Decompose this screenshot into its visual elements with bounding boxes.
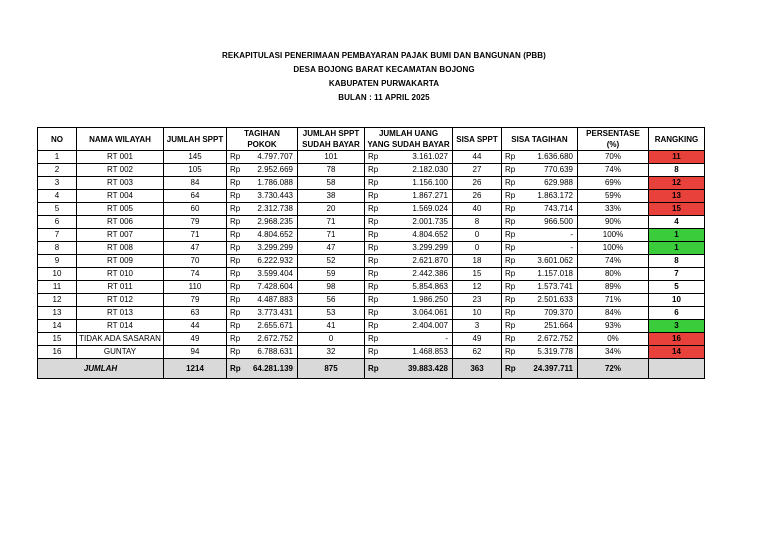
row-uang-sudah-bayar: 1.156.100 — [386, 177, 453, 190]
row-rangking: 8 — [649, 164, 705, 177]
total-uang-sudah-bayar: 39.883.428 — [386, 359, 453, 379]
row-persentase: 33% — [578, 203, 649, 216]
currency-label: Rp — [227, 216, 247, 229]
row-jumlah-sppt: 49 — [164, 333, 227, 346]
row-sppt-sudah-bayar: 38 — [298, 190, 365, 203]
row-sisa-sppt: 23 — [453, 294, 502, 307]
currency-label: Rp — [227, 307, 247, 320]
row-jumlah-sppt: 64 — [164, 190, 227, 203]
row-sisa-tagihan: 1.573.741 — [523, 281, 578, 294]
row-sisa-tagihan: 966.500 — [523, 216, 578, 229]
row-rangking: 6 — [649, 307, 705, 320]
row-sisa-tagihan: 5.319.778 — [523, 346, 578, 359]
currency-label: Rp — [365, 164, 386, 177]
row-nama-wilayah: RT 009 — [77, 255, 164, 268]
currency-label: Rp — [227, 333, 247, 346]
row-nama-wilayah: RT 013 — [77, 307, 164, 320]
row-tagihan-pokok: 4.804.652 — [247, 229, 298, 242]
row-sisa-tagihan: 629.988 — [523, 177, 578, 190]
currency-label: Rp — [365, 190, 386, 203]
table-row — [38, 281, 705, 294]
row-sisa-sppt: 27 — [453, 164, 502, 177]
row-persentase: 0% — [578, 333, 649, 346]
row-uang-sudah-bayar: - — [386, 333, 453, 346]
currency-label: Rp — [227, 177, 247, 190]
row-jumlah-sppt: 47 — [164, 242, 227, 255]
row-sisa-sppt: 62 — [453, 346, 502, 359]
row-persentase: 89% — [578, 281, 649, 294]
row-persentase: 74% — [578, 164, 649, 177]
currency-label: Rp — [365, 177, 386, 190]
row-no: 12 — [38, 294, 77, 307]
row-rangking: 1 — [649, 229, 705, 242]
total-row — [38, 359, 705, 379]
row-tagihan-pokok: 2.968.235 — [247, 216, 298, 229]
table-row — [38, 307, 705, 320]
row-rangking: 5 — [649, 281, 705, 294]
col-uang-sudah-bayar: JUMLAH UANG YANG SUDAH BAYAR — [365, 128, 453, 151]
row-sppt-sudah-bayar: 41 — [298, 320, 365, 333]
currency-label: Rp — [365, 203, 386, 216]
row-rangking: 7 — [649, 268, 705, 281]
row-sisa-sppt: 26 — [453, 190, 502, 203]
row-no: 5 — [38, 203, 77, 216]
row-nama-wilayah: RT 005 — [77, 203, 164, 216]
col-no: NO — [38, 128, 77, 151]
row-tagihan-pokok: 2.672.752 — [247, 333, 298, 346]
row-rangking: 12 — [649, 177, 705, 190]
currency-label: Rp — [227, 281, 247, 294]
row-persentase: 59% — [578, 190, 649, 203]
currency-label: Rp — [502, 151, 523, 164]
row-sppt-sudah-bayar: 56 — [298, 294, 365, 307]
table-row — [38, 229, 705, 242]
row-sisa-tagihan: 1.157.018 — [523, 268, 578, 281]
currency-label: Rp — [227, 190, 247, 203]
report-title: REKAPITULASI PENERIMAAN PEMBAYARAN PAJAK BUMI DAN BANGUNAN (PBB) — [222, 51, 546, 60]
table-row — [38, 190, 705, 203]
report-title-block — [0, 49, 768, 105]
row-sisa-sppt: 18 — [453, 255, 502, 268]
row-rangking: 10 — [649, 294, 705, 307]
row-uang-sudah-bayar: 2.442.386 — [386, 268, 453, 281]
currency-label: Rp — [502, 333, 523, 346]
row-jumlah-sppt: 71 — [164, 229, 227, 242]
currency-label: Rp — [227, 203, 247, 216]
row-sisa-sppt: 3 — [453, 320, 502, 333]
row-uang-sudah-bayar: 1.468.853 — [386, 346, 453, 359]
row-rangking: 11 — [649, 151, 705, 164]
report-month: BULAN : 11 APRIL 2025 — [338, 93, 430, 102]
table-row — [38, 177, 705, 190]
row-tagihan-pokok: 6.788.631 — [247, 346, 298, 359]
row-jumlah-sppt: 94 — [164, 346, 227, 359]
row-uang-sudah-bayar: 4.804.652 — [386, 229, 453, 242]
row-rangking: 14 — [649, 346, 705, 359]
currency-label: Rp — [502, 203, 523, 216]
row-sisa-tagihan: 3.601.062 — [523, 255, 578, 268]
row-rangking: 1 — [649, 242, 705, 255]
row-sisa-sppt: 0 — [453, 229, 502, 242]
row-sisa-sppt: 26 — [453, 177, 502, 190]
row-tagihan-pokok: 1.786.088 — [247, 177, 298, 190]
row-persentase: 84% — [578, 307, 649, 320]
row-persentase: 80% — [578, 268, 649, 281]
row-uang-sudah-bayar: 2.001.735 — [386, 216, 453, 229]
currency-label: Rp — [365, 359, 386, 379]
row-nama-wilayah: RT 004 — [77, 190, 164, 203]
pbb-recap-table — [37, 127, 705, 379]
row-no: 2 — [38, 164, 77, 177]
row-sisa-tagihan: 2.501.633 — [523, 294, 578, 307]
currency-label: Rp — [502, 164, 523, 177]
currency-label: Rp — [502, 346, 523, 359]
row-sisa-tagihan: 770.639 — [523, 164, 578, 177]
row-jumlah-sppt: 84 — [164, 177, 227, 190]
row-no: 16 — [38, 346, 77, 359]
currency-label: Rp — [502, 242, 523, 255]
row-sisa-sppt: 15 — [453, 268, 502, 281]
row-jumlah-sppt: 105 — [164, 164, 227, 177]
currency-label: Rp — [227, 320, 247, 333]
col-sisa-tagihan: SISA TAGIHAN — [502, 128, 578, 151]
currency-label: Rp — [502, 177, 523, 190]
currency-label: Rp — [365, 307, 386, 320]
row-sisa-tagihan: 251.664 — [523, 320, 578, 333]
col-tagihan-pokok: TAGIHAN POKOK — [227, 128, 298, 151]
row-nama-wilayah: RT 014 — [77, 320, 164, 333]
row-rangking: 15 — [649, 203, 705, 216]
row-persentase: 90% — [578, 216, 649, 229]
row-sisa-sppt: 12 — [453, 281, 502, 294]
currency-label: Rp — [365, 242, 386, 255]
row-sppt-sudah-bayar: 0 — [298, 333, 365, 346]
currency-label: Rp — [227, 255, 247, 268]
row-uang-sudah-bayar: 3.161.027 — [386, 151, 453, 164]
col-rangking: RANGKING — [649, 128, 705, 151]
row-persentase: 100% — [578, 229, 649, 242]
row-nama-wilayah: RT 011 — [77, 281, 164, 294]
row-nama-wilayah: RT 008 — [77, 242, 164, 255]
row-tagihan-pokok: 6.222.932 — [247, 255, 298, 268]
table-row — [38, 203, 705, 216]
row-rangking: 16 — [649, 333, 705, 346]
row-sppt-sudah-bayar: 59 — [298, 268, 365, 281]
row-sisa-tagihan: 1.863.172 — [523, 190, 578, 203]
col-nama-wilayah: NAMA WILAYAH — [77, 128, 164, 151]
row-uang-sudah-bayar: 1.986.250 — [386, 294, 453, 307]
report-regency: KABUPATEN PURWAKARTA — [328, 79, 440, 88]
row-sisa-sppt: 8 — [453, 216, 502, 229]
currency-label: Rp — [227, 242, 247, 255]
row-jumlah-sppt: 63 — [164, 307, 227, 320]
row-uang-sudah-bayar: 2.621.870 — [386, 255, 453, 268]
row-nama-wilayah: TIDAK ADA SASARAN — [77, 333, 164, 346]
currency-label: Rp — [227, 346, 247, 359]
row-sisa-tagihan: 743.714 — [523, 203, 578, 216]
row-no: 6 — [38, 216, 77, 229]
row-no: 14 — [38, 320, 77, 333]
row-sppt-sudah-bayar: 101 — [298, 151, 365, 164]
row-nama-wilayah: RT 002 — [77, 164, 164, 177]
currency-label: Rp — [365, 255, 386, 268]
total-tagihan-pokok: 64.281.139 — [247, 359, 298, 379]
row-no: 10 — [38, 268, 77, 281]
currency-label: Rp — [502, 255, 523, 268]
table-row — [38, 242, 705, 255]
row-uang-sudah-bayar: 3.299.299 — [386, 242, 453, 255]
row-no: 7 — [38, 229, 77, 242]
table-row — [38, 164, 705, 177]
row-tagihan-pokok: 2.312.738 — [247, 203, 298, 216]
col-jumlah-sppt: JUMLAH SPPT — [164, 128, 227, 151]
row-nama-wilayah: RT 006 — [77, 216, 164, 229]
row-sppt-sudah-bayar: 58 — [298, 177, 365, 190]
row-persentase: 70% — [578, 151, 649, 164]
row-nama-wilayah: RT 012 — [77, 294, 164, 307]
total-persentase: 72% — [578, 359, 649, 379]
currency-label: Rp — [502, 320, 523, 333]
row-persentase: 34% — [578, 346, 649, 359]
row-nama-wilayah: RT 007 — [77, 229, 164, 242]
row-sisa-tagihan: 1.636.680 — [523, 151, 578, 164]
table-row — [38, 320, 705, 333]
row-rangking: 8 — [649, 255, 705, 268]
row-nama-wilayah: RT 001 — [77, 151, 164, 164]
table-row — [38, 151, 705, 164]
row-persentase: 71% — [578, 294, 649, 307]
row-sisa-sppt: 0 — [453, 242, 502, 255]
row-jumlah-sppt: 110 — [164, 281, 227, 294]
table-row — [38, 255, 705, 268]
currency-label: Rp — [365, 229, 386, 242]
total-sisa-tagihan: 24.397.711 — [523, 359, 578, 379]
table-row — [38, 268, 705, 281]
row-tagihan-pokok: 3.730.443 — [247, 190, 298, 203]
row-tagihan-pokok: 4.487.883 — [247, 294, 298, 307]
row-nama-wilayah: RT 010 — [77, 268, 164, 281]
row-jumlah-sppt: 60 — [164, 203, 227, 216]
currency-label: Rp — [365, 294, 386, 307]
row-rangking: 13 — [649, 190, 705, 203]
currency-label: Rp — [227, 294, 247, 307]
currency-label: Rp — [227, 164, 247, 177]
row-uang-sudah-bayar: 3.064.061 — [386, 307, 453, 320]
currency-label: Rp — [227, 359, 247, 379]
row-no: 13 — [38, 307, 77, 320]
currency-label: Rp — [365, 346, 386, 359]
row-sisa-tagihan: 2.672.752 — [523, 333, 578, 346]
total-sppt-sudah-bayar: 875 — [298, 359, 365, 379]
row-persentase: 74% — [578, 255, 649, 268]
row-tagihan-pokok: 3.299.299 — [247, 242, 298, 255]
currency-label: Rp — [502, 216, 523, 229]
row-no: 8 — [38, 242, 77, 255]
currency-label: Rp — [502, 229, 523, 242]
row-uang-sudah-bayar: 1.569.024 — [386, 203, 453, 216]
row-uang-sudah-bayar: 1.867.271 — [386, 190, 453, 203]
row-sisa-sppt: 44 — [453, 151, 502, 164]
row-rangking: 4 — [649, 216, 705, 229]
row-jumlah-sppt: 44 — [164, 320, 227, 333]
row-jumlah-sppt: 145 — [164, 151, 227, 164]
row-no: 15 — [38, 333, 77, 346]
table-row — [38, 333, 705, 346]
row-jumlah-sppt: 70 — [164, 255, 227, 268]
row-persentase: 100% — [578, 242, 649, 255]
currency-label: Rp — [365, 268, 386, 281]
row-rangking: 3 — [649, 320, 705, 333]
row-sisa-sppt: 10 — [453, 307, 502, 320]
row-sisa-tagihan: 709.370 — [523, 307, 578, 320]
row-uang-sudah-bayar: 5.854.863 — [386, 281, 453, 294]
row-sppt-sudah-bayar: 71 — [298, 229, 365, 242]
col-persentase: PERSENTASE (%) — [578, 128, 649, 151]
row-sppt-sudah-bayar: 52 — [298, 255, 365, 268]
currency-label: Rp — [227, 229, 247, 242]
currency-label: Rp — [502, 268, 523, 281]
currency-label: Rp — [365, 320, 386, 333]
row-sisa-sppt: 49 — [453, 333, 502, 346]
table-row — [38, 294, 705, 307]
total-sisa-sppt: 363 — [453, 359, 502, 379]
row-tagihan-pokok: 3.773.431 — [247, 307, 298, 320]
table-row — [38, 346, 705, 359]
total-label: JUMLAH — [38, 359, 164, 379]
row-no: 1 — [38, 151, 77, 164]
row-no: 9 — [38, 255, 77, 268]
row-sisa-sppt: 40 — [453, 203, 502, 216]
row-jumlah-sppt: 74 — [164, 268, 227, 281]
currency-label: Rp — [502, 281, 523, 294]
table-header-row — [38, 128, 705, 151]
row-sisa-tagihan: - — [523, 242, 578, 255]
row-persentase: 69% — [578, 177, 649, 190]
table-row — [38, 216, 705, 229]
total-rangking — [649, 359, 705, 379]
row-no: 11 — [38, 281, 77, 294]
row-jumlah-sppt: 79 — [164, 294, 227, 307]
row-sppt-sudah-bayar: 53 — [298, 307, 365, 320]
currency-label: Rp — [502, 190, 523, 203]
currency-label: Rp — [227, 151, 247, 164]
table-body — [38, 151, 705, 359]
total-jumlah-sppt: 1214 — [164, 359, 227, 379]
col-sppt-sudah-bayar: JUMLAH SPPT SUDAH BAYAR — [298, 128, 365, 151]
row-uang-sudah-bayar: 2.404.007 — [386, 320, 453, 333]
row-tagihan-pokok: 4.797.707 — [247, 151, 298, 164]
row-no: 4 — [38, 190, 77, 203]
currency-label: Rp — [227, 268, 247, 281]
currency-label: Rp — [365, 333, 386, 346]
currency-label: Rp — [502, 359, 523, 379]
row-sppt-sudah-bayar: 98 — [298, 281, 365, 294]
row-nama-wilayah: RT 003 — [77, 177, 164, 190]
report-village: DESA BOJONG BARAT KECAMATAN BOJONG — [293, 65, 475, 74]
row-sisa-tagihan: - — [523, 229, 578, 242]
row-no: 3 — [38, 177, 77, 190]
currency-label: Rp — [365, 216, 386, 229]
row-sppt-sudah-bayar: 32 — [298, 346, 365, 359]
currency-label: Rp — [365, 151, 386, 164]
currency-label: Rp — [502, 307, 523, 320]
row-jumlah-sppt: 79 — [164, 216, 227, 229]
currency-label: Rp — [365, 281, 386, 294]
col-sisa-sppt: SISA SPPT — [453, 128, 502, 151]
currency-label: Rp — [502, 294, 523, 307]
row-nama-wilayah: GUNTAY — [77, 346, 164, 359]
row-tagihan-pokok: 3.599.404 — [247, 268, 298, 281]
row-uang-sudah-bayar: 2.182.030 — [386, 164, 453, 177]
row-tagihan-pokok: 2.655.671 — [247, 320, 298, 333]
row-sppt-sudah-bayar: 20 — [298, 203, 365, 216]
row-sppt-sudah-bayar: 47 — [298, 242, 365, 255]
row-tagihan-pokok: 2.952.669 — [247, 164, 298, 177]
row-tagihan-pokok: 7.428.604 — [247, 281, 298, 294]
row-persentase: 93% — [578, 320, 649, 333]
row-sppt-sudah-bayar: 78 — [298, 164, 365, 177]
row-sppt-sudah-bayar: 71 — [298, 216, 365, 229]
